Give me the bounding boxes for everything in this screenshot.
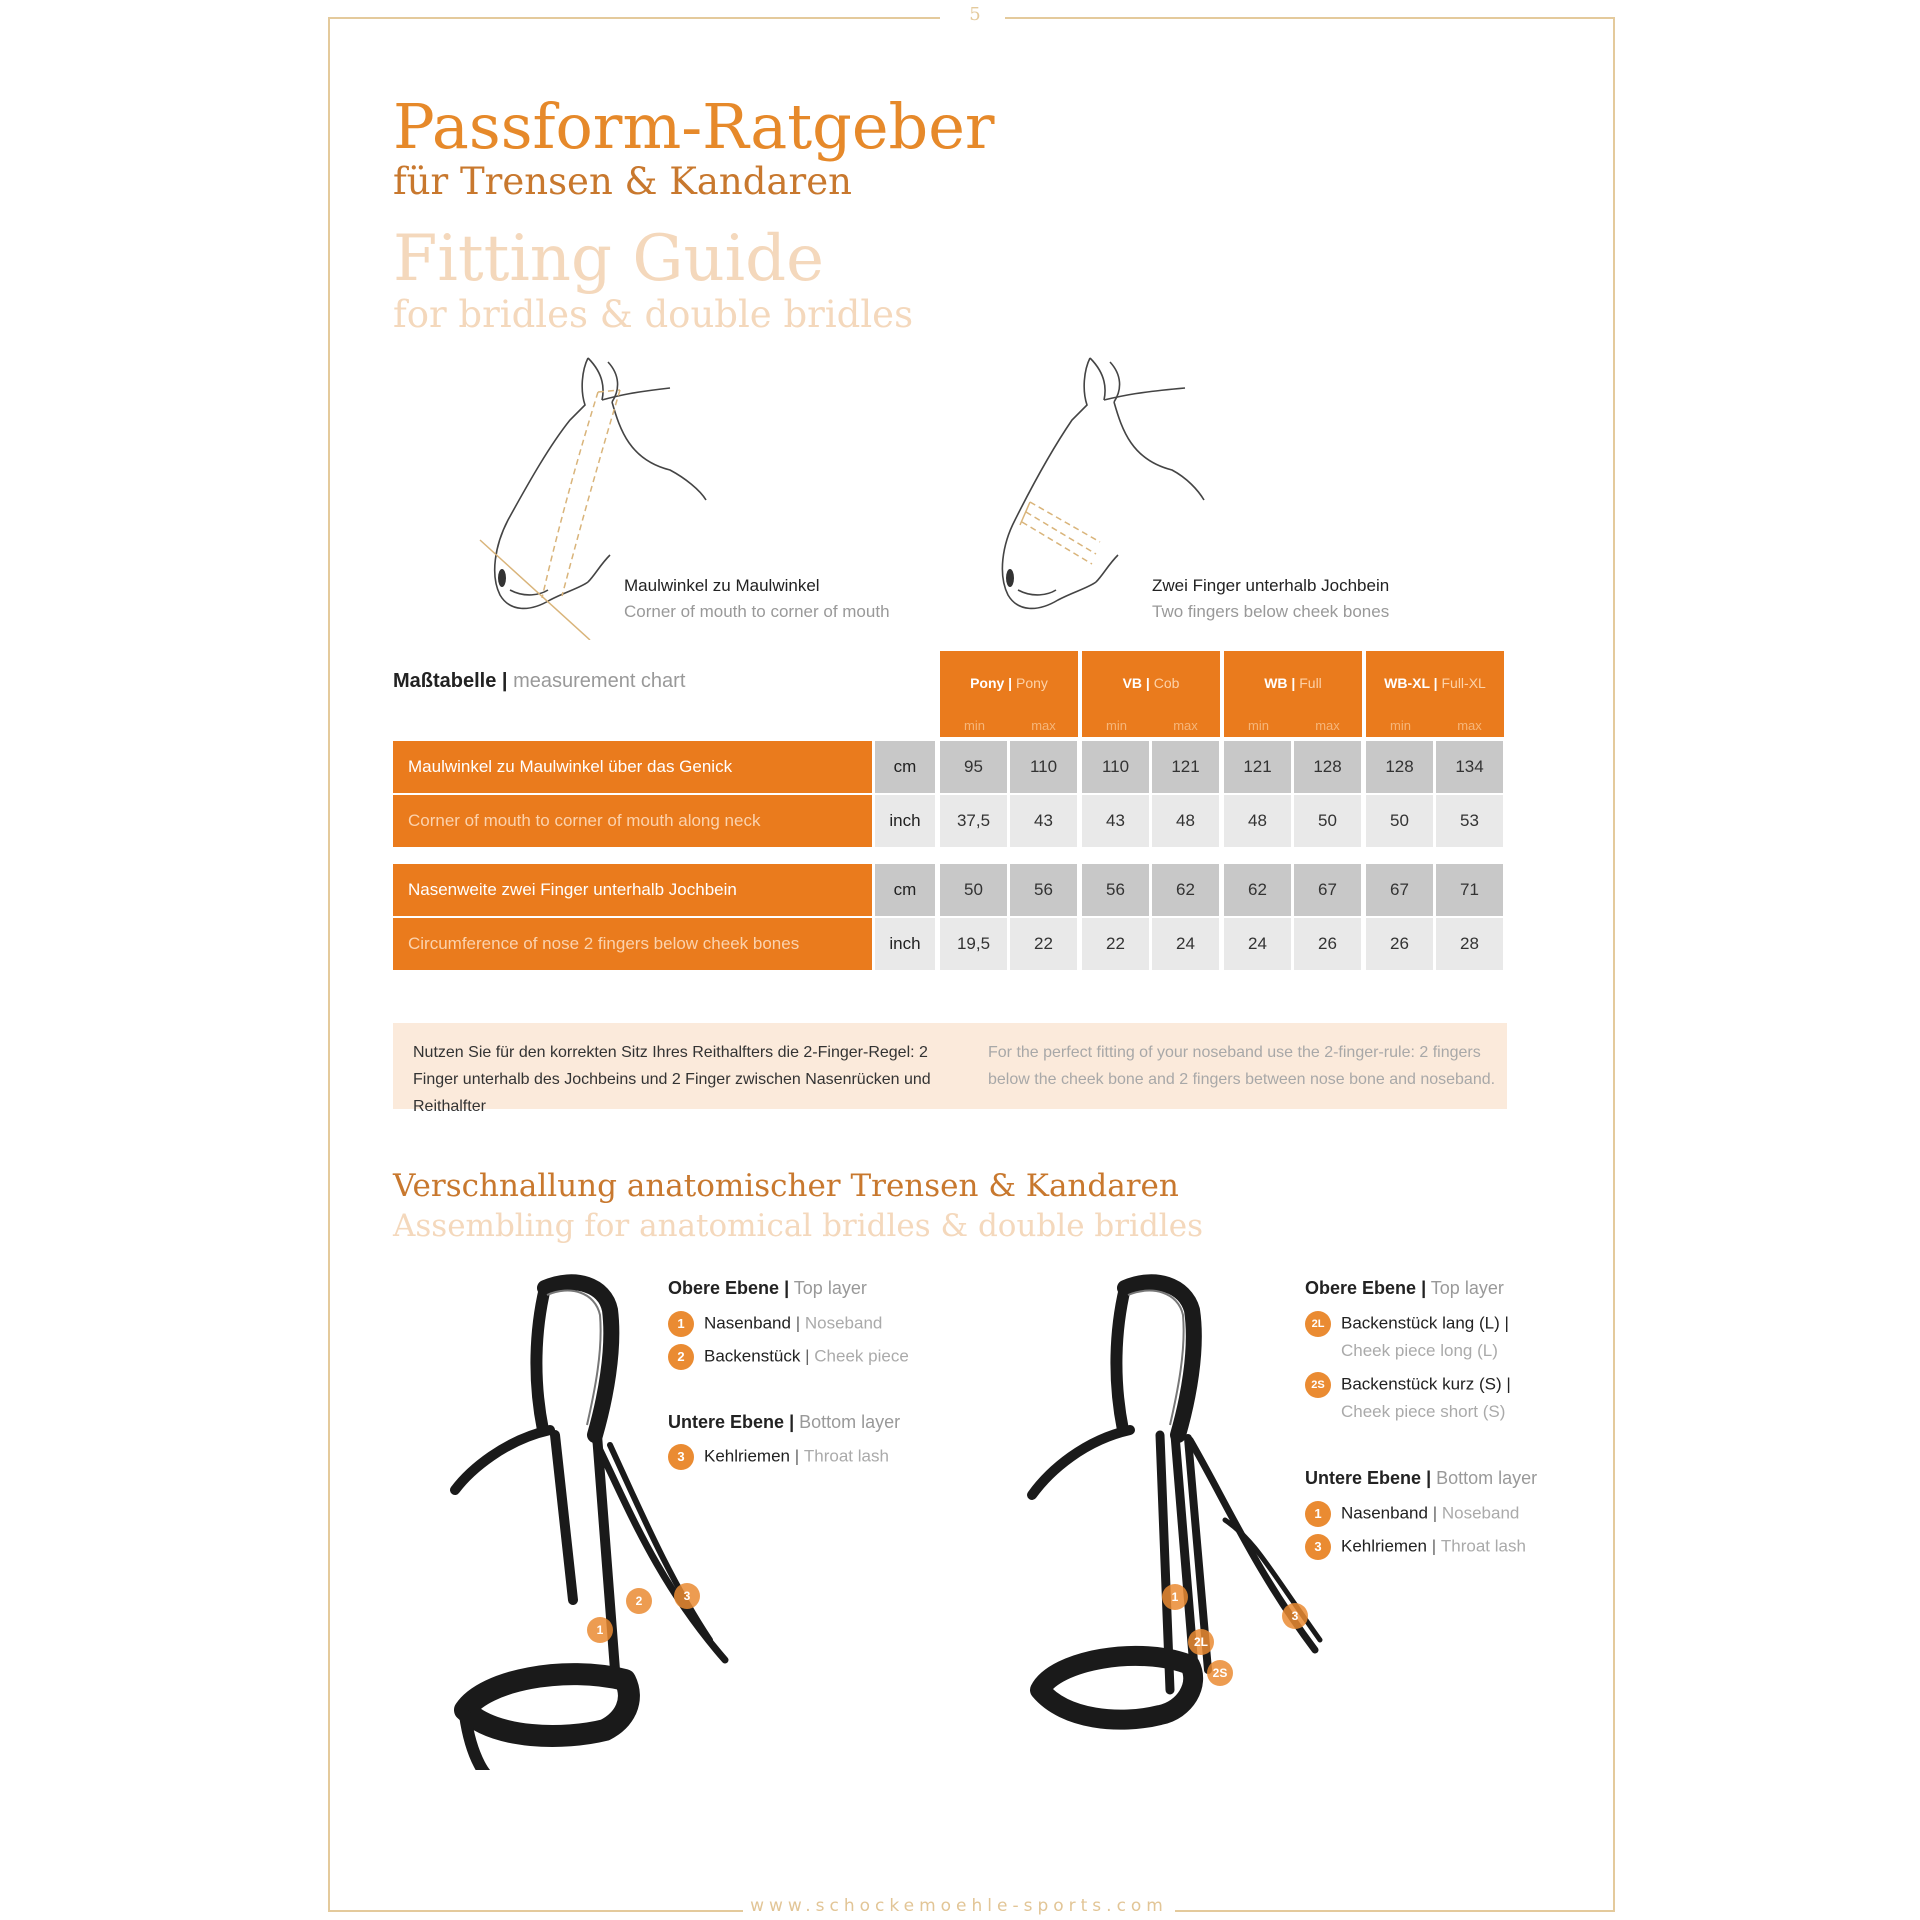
table-cell: 26 [1294, 918, 1361, 970]
layer-heading-en: Top layer [1430, 1278, 1504, 1298]
unit-cell: cm [875, 864, 935, 916]
unit-cell: inch [875, 918, 935, 970]
caption-mouth-de: Maulwinkel zu Maulwinkel [624, 576, 820, 595]
assembly-title-de: Verschnallung anatomischer Trensen & Kandaren [393, 1168, 1179, 1204]
size-header-en: Cob [1153, 675, 1180, 691]
legend-separator: | [805, 1346, 810, 1366]
table-cell: 121 [1152, 741, 1219, 793]
layer-heading-de: Obere Ebene [668, 1278, 780, 1298]
legend-item-cheek-piece-short [1305, 1371, 1511, 1398]
size-header-full-xl: WB-XL | Full-XL [1366, 651, 1504, 715]
legend-de: Nasenband [704, 1313, 791, 1333]
table-cell: 62 [1152, 864, 1219, 916]
legend-de: Backenstück kurz (S) | [1341, 1374, 1511, 1394]
layer-heading-en: Bottom layer [1436, 1468, 1538, 1488]
marker-badge: 1 [587, 1617, 613, 1643]
legend-separator: | [795, 1313, 801, 1333]
page-title-en: Fitting Guide [393, 222, 824, 296]
legend-en: Throat lash [803, 1446, 889, 1466]
chart-title-en: measurement chart [513, 670, 686, 692]
number-badge: 2L [1305, 1311, 1331, 1337]
layer-heading-en: Bottom layer [799, 1412, 901, 1432]
caption-nose-en: Two fingers below cheek bones [1152, 602, 1390, 621]
page-number: 5 [969, 4, 981, 25]
table-cell: 24 [1152, 918, 1219, 970]
row-label-mouth-inch: Corner of mouth to corner of mouth along neck [393, 795, 872, 847]
horse-head-illustration-nose [990, 350, 1230, 640]
layer-heading-de: Untere Ebene [1305, 1468, 1422, 1488]
caption-mouth-en: Corner of mouth to corner of mouth [624, 602, 890, 621]
minmax-header [940, 715, 1078, 737]
left-top-layer-heading [668, 1278, 867, 1299]
note-text-de: Nutzen Sie für den korrekten Sitz Ihres Reithalfters die 2-Finger-Regel: 2 Finger unterhalb des Jochbeins und 2 Finger zwischen Nasenrücken und Reithalfter [413, 1044, 931, 1115]
number-badge: 3 [1305, 1534, 1331, 1560]
marker-badge: 3 [1282, 1603, 1308, 1629]
measurement-chart-label [393, 670, 685, 693]
legend-en: Cheek piece [814, 1346, 909, 1366]
size-header-cob: VB | Cob [1082, 651, 1220, 715]
table-cell: 43 [1010, 795, 1077, 847]
layer-heading-separator: | [1426, 1468, 1432, 1488]
min-label: min [1390, 718, 1411, 733]
table-cell: 19,5 [940, 918, 1007, 970]
max-label: max [1173, 718, 1198, 733]
max-label: max [1031, 718, 1056, 733]
table-cell: 110 [1082, 741, 1149, 793]
size-header-pony: Pony | Pony [940, 651, 1078, 715]
number-badge: 3 [668, 1444, 694, 1470]
table-cell: 43 [1082, 795, 1149, 847]
marker-badge: 2S [1207, 1660, 1233, 1686]
table-cell: 121 [1224, 741, 1291, 793]
table-cell: 24 [1224, 918, 1291, 970]
legend-en: Noseband [1441, 1503, 1520, 1523]
number-badge: 2S [1305, 1372, 1331, 1398]
right-top-layer-heading [1305, 1278, 1504, 1299]
caption-nose-de: Zwei Finger unterhalb Jochbein [1152, 576, 1390, 595]
table-cell: 110 [1010, 741, 1077, 793]
legend-de: Kehlriemen [1341, 1536, 1427, 1556]
layer-heading-separator: | [1421, 1278, 1427, 1298]
table-cell: 67 [1366, 864, 1433, 916]
table-cell: 50 [940, 864, 1007, 916]
frame-line [328, 1910, 743, 1912]
size-header-de: Pony [970, 675, 1005, 691]
table-cell: 48 [1152, 795, 1219, 847]
table-cell: 22 [1010, 918, 1077, 970]
legend-de: Nasenband [1341, 1503, 1428, 1523]
size-header-en: Pony [1016, 675, 1048, 691]
marker-badge: 1 [1162, 1584, 1188, 1610]
table-cell: 62 [1224, 864, 1291, 916]
max-label: max [1315, 718, 1340, 733]
minmax-header [1224, 715, 1362, 737]
row-label-nose-inch: Circumference of nose 2 fingers below cheek bones [393, 918, 872, 970]
size-header-de: WB [1264, 675, 1288, 691]
legend-en-sub: Cheek piece short (S) [1341, 1402, 1506, 1421]
legend-de: Backenstück lang (L) | [1341, 1313, 1509, 1333]
page-title-de: Passform-Ratgeber [393, 90, 995, 163]
layer-heading-en: Top layer [793, 1278, 867, 1298]
table-cell: 71 [1436, 864, 1503, 916]
minmax-header [1082, 715, 1220, 737]
number-badge: 2 [668, 1344, 694, 1370]
table-cell: 53 [1436, 795, 1503, 847]
frame-line [328, 17, 940, 19]
min-label: min [1248, 718, 1269, 733]
table-cell: 67 [1294, 864, 1361, 916]
number-badge: 1 [1305, 1501, 1331, 1527]
legend-de: Kehlriemen [704, 1446, 790, 1466]
size-header-full: WB | Full [1224, 651, 1362, 715]
marker-badge: 2L [1188, 1629, 1214, 1655]
marker-badge: 2 [626, 1588, 652, 1614]
table-cell: 26 [1366, 918, 1433, 970]
layer-heading-separator: | [789, 1412, 795, 1432]
min-label: min [1106, 718, 1127, 733]
min-label: min [964, 718, 985, 733]
table-cell: 48 [1224, 795, 1291, 847]
legend-separator: | [1432, 1503, 1438, 1523]
right-bottom-layer-heading [1305, 1468, 1537, 1489]
table-cell: 37,5 [940, 795, 1007, 847]
frame-line [1613, 17, 1615, 1912]
size-header-en: Full [1299, 675, 1322, 691]
note-text-en: For the perfect fitting of your noseband use the 2-finger-rule: 2 fingers below the cheek bone and 2 fingers between nose bone and noseband. [988, 1044, 1496, 1088]
size-header-de: WB-XL [1384, 675, 1430, 691]
horse-head-illustration-mouth [470, 350, 710, 640]
chart-title-de: Maßtabelle [393, 670, 497, 692]
table-cell: 50 [1366, 795, 1433, 847]
table-cell: 50 [1294, 795, 1361, 847]
legend-separator: | [794, 1446, 800, 1466]
row-label-mouth-cm: Maulwinkel zu Maulwinkel über das Genick [393, 741, 872, 793]
page-subtitle-de: für Trensen & Kandaren [393, 160, 852, 203]
legend-en: Noseband [804, 1313, 883, 1333]
layer-heading-de: Obere Ebene [1305, 1278, 1417, 1298]
size-header-de: VB [1122, 675, 1143, 691]
left-bottom-layer-heading [668, 1412, 900, 1433]
unit-cell: inch [875, 795, 935, 847]
legend-en-sub: Cheek piece long (L) [1341, 1341, 1498, 1360]
legend-item-cheek-piece [668, 1343, 909, 1370]
table-cell: 134 [1436, 741, 1503, 793]
table-cell: 22 [1082, 918, 1149, 970]
size-header-en: Full-XL [1441, 675, 1486, 691]
max-label: max [1457, 718, 1482, 733]
marker-badge: 3 [674, 1583, 700, 1609]
table-cell: 56 [1010, 864, 1077, 916]
layer-heading-de: Untere Ebene [668, 1412, 785, 1432]
row-label-nose-cm: Nasenweite zwei Finger unterhalb Jochbein [393, 864, 872, 916]
minmax-header [1366, 715, 1504, 737]
frame-line [328, 17, 330, 1912]
legend-item-noseband [668, 1310, 882, 1337]
legend-separator: | [1431, 1536, 1437, 1556]
chart-title-separator: | [501, 670, 508, 692]
finger-rule-note [393, 1023, 1507, 1115]
layer-heading-separator: | [784, 1278, 790, 1298]
legend-item-noseband [1305, 1500, 1519, 1527]
legend-item-throat-lash [1305, 1533, 1526, 1560]
legend-en: Throat lash [1440, 1536, 1526, 1556]
table-cell: 95 [940, 741, 1007, 793]
table-cell: 28 [1436, 918, 1503, 970]
footer-url[interactable]: www.schockemoehle-sports.com [750, 1896, 1168, 1916]
frame-line [1005, 17, 1615, 19]
table-cell: 128 [1366, 741, 1433, 793]
assembly-title-en: Assembling for anatomical bridles & double bridles [393, 1208, 1203, 1244]
bridle-image-right [1010, 1270, 1340, 1730]
number-badge: 1 [668, 1311, 694, 1337]
frame-line [1175, 1910, 1615, 1912]
table-cell: 56 [1082, 864, 1149, 916]
legend-item-throat-lash [668, 1443, 889, 1470]
page-subtitle-en: for bridles & double bridles [393, 293, 914, 336]
legend-item-cheek-piece-long [1305, 1310, 1509, 1337]
legend-de: Backenstück [704, 1346, 801, 1366]
unit-cell: cm [875, 741, 935, 793]
table-cell: 128 [1294, 741, 1361, 793]
